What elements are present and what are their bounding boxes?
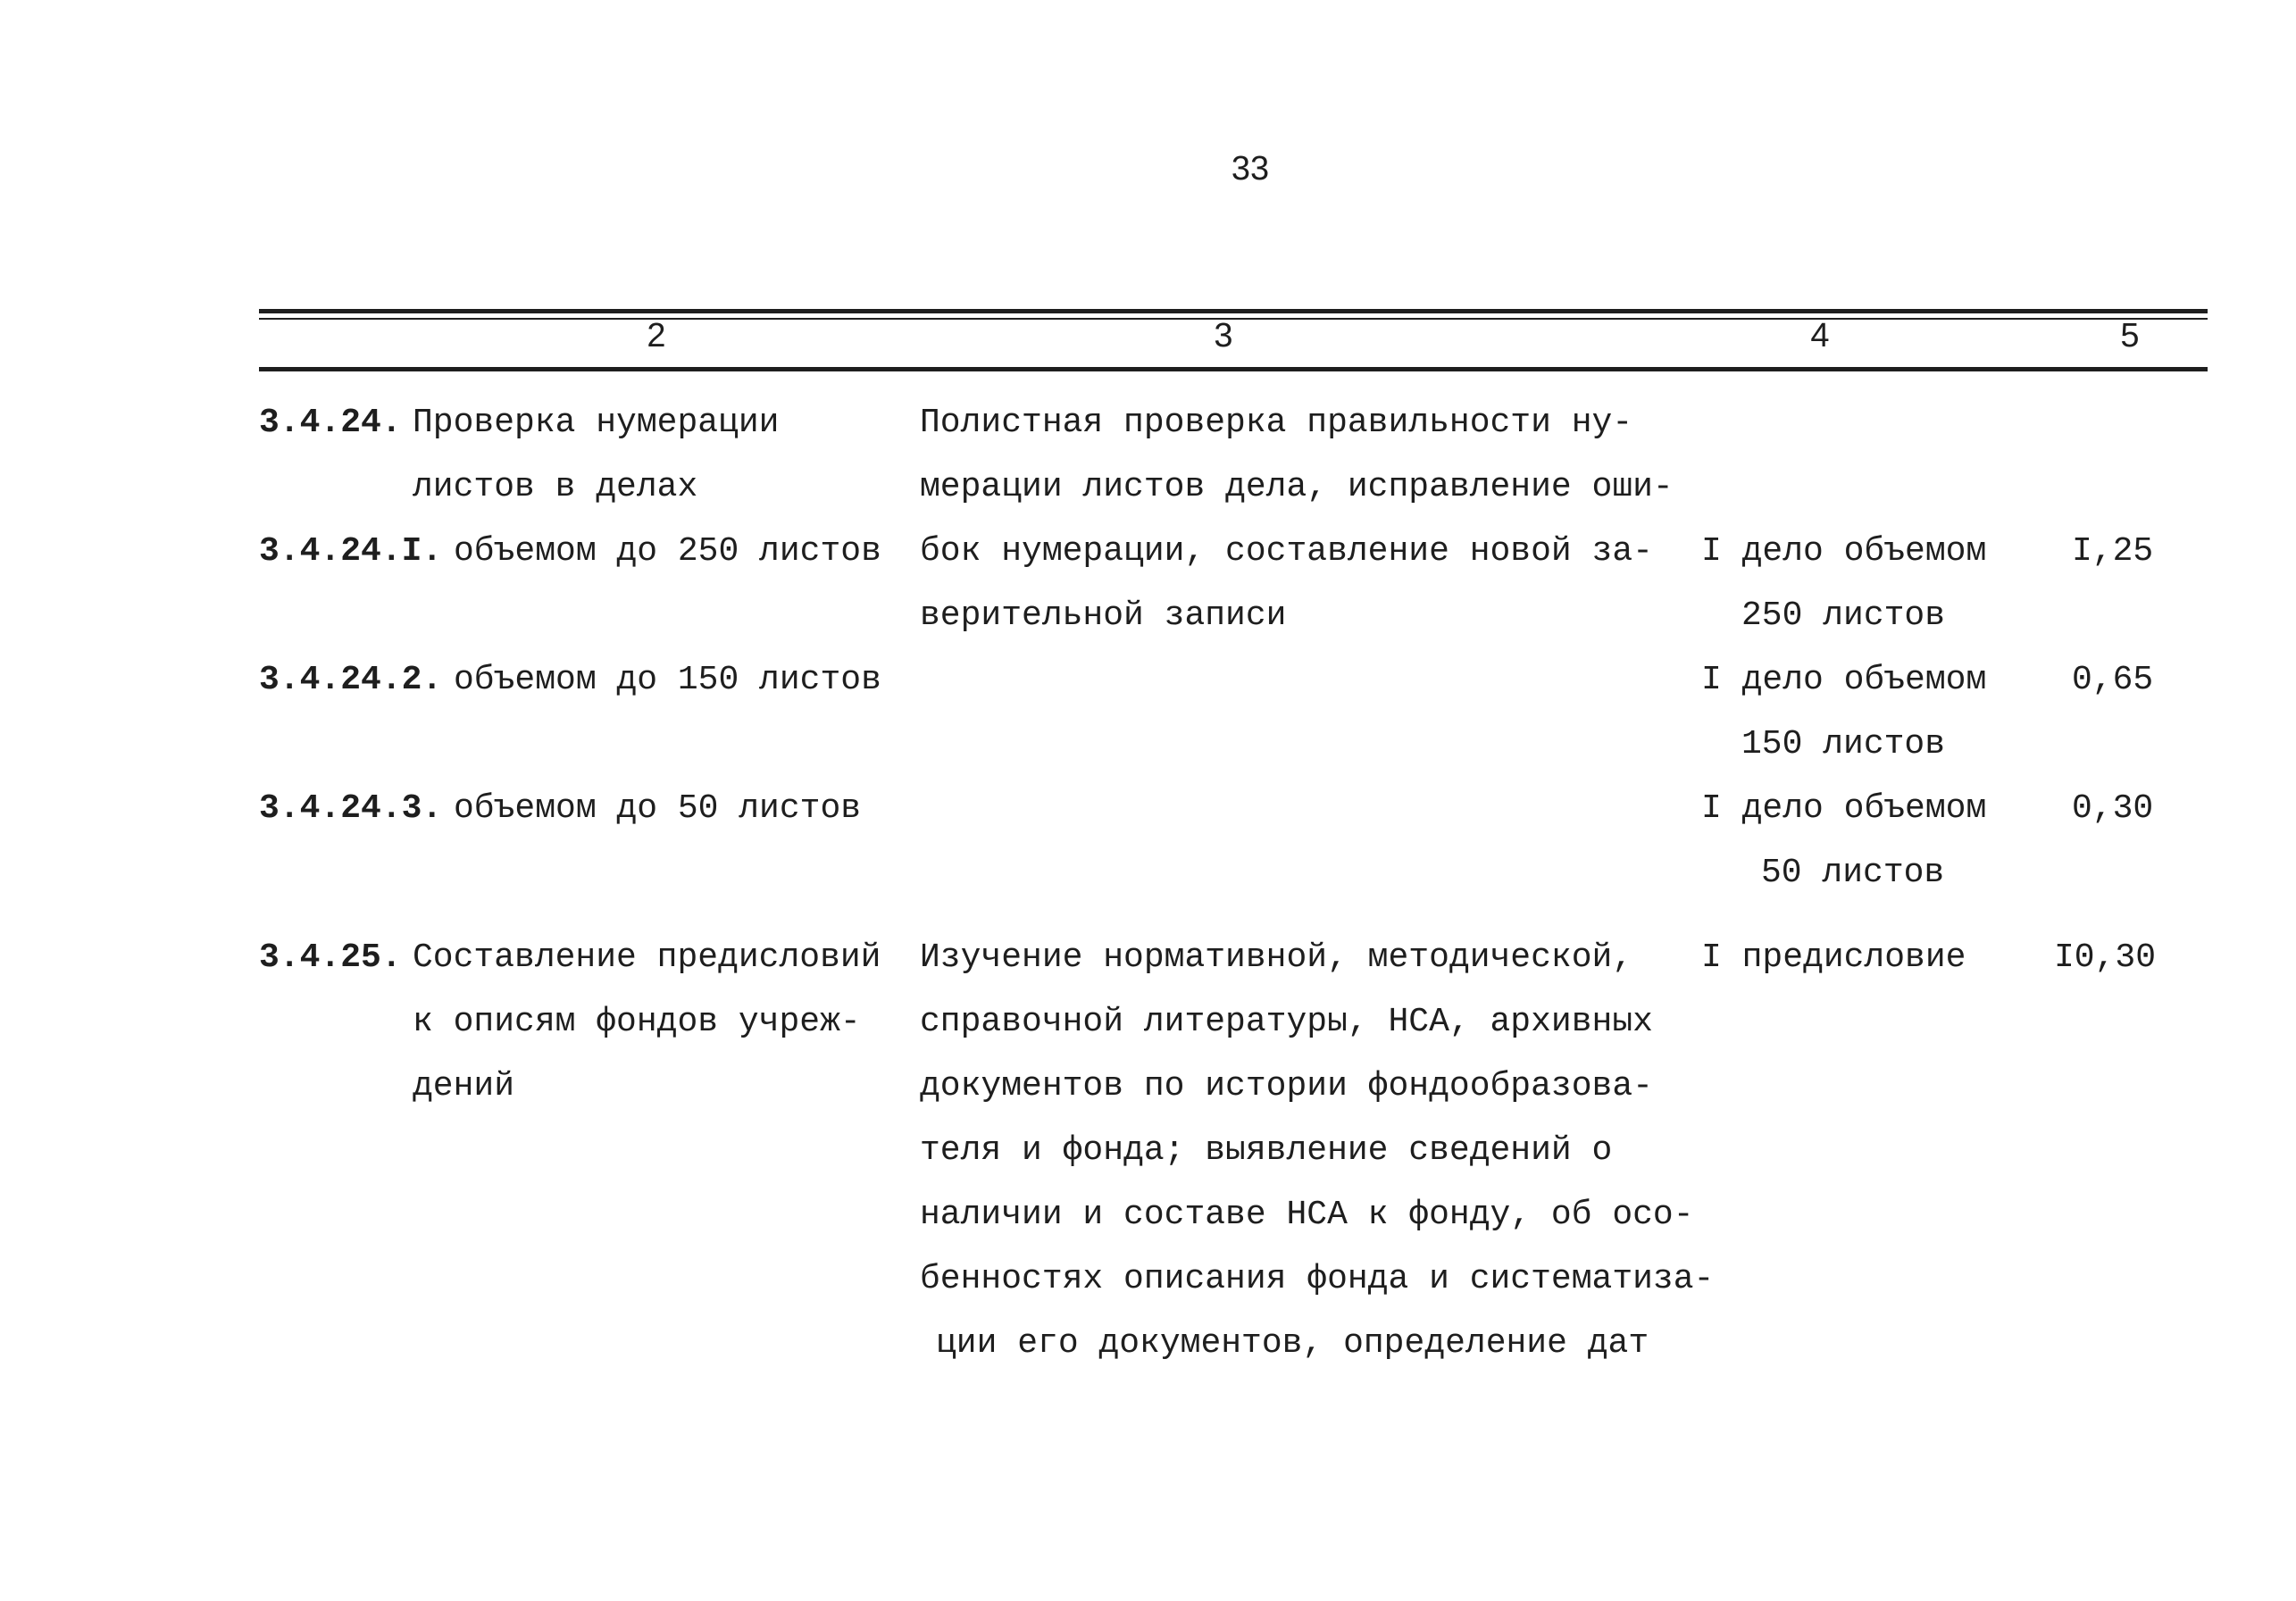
item-title-line: листов в делах — [413, 468, 698, 506]
item-title-line: к описям фондов учреж- — [413, 1003, 861, 1041]
item-title-line: объемом до 50 листов — [454, 789, 862, 828]
item-title-line: объемом до 150 листов — [454, 661, 881, 699]
item-title-line: Составление предисловий — [413, 938, 881, 977]
page-number: 33 — [1231, 150, 1270, 188]
unit-line: 250 листов — [1741, 596, 1946, 635]
norm-value: 0,30 — [2072, 789, 2154, 828]
item-code: 3.4.24.2. — [259, 661, 443, 699]
description-line: мерации листов дела, исправление оши- — [920, 468, 1674, 506]
table-header-rule — [259, 367, 2208, 371]
column-header-5: 5 — [2120, 317, 2140, 354]
norm-value: I,25 — [2072, 532, 2154, 571]
item-code: 3.4.24.I. — [259, 532, 443, 571]
norm-value: I0,30 — [2054, 938, 2157, 977]
description-line: Изучение нормативной, методической, — [920, 938, 1633, 977]
norm-value: 0,65 — [2072, 661, 2154, 699]
item-code: 3.4.25. — [259, 938, 402, 977]
unit-line: I дело объемом — [1701, 789, 1987, 828]
item-title-line: дений — [413, 1067, 515, 1105]
description-line: наличии и составе НСА к фонду, об осо- — [920, 1196, 1694, 1234]
item-title-line: объемом до 250 листов — [454, 532, 881, 571]
description-line: бок нумерации, составление новой за- — [920, 532, 1653, 571]
item-code: 3.4.24.3. — [259, 789, 443, 828]
description-line: справочной литературы, НСА, архивных — [920, 1003, 1653, 1041]
unit-line: 150 листов — [1741, 725, 1946, 763]
description-line: теля и фонда; выявление сведений о — [920, 1131, 1613, 1170]
unit-line: I дело объемом — [1701, 532, 1987, 571]
description-line: Полистная проверка правильности ну- — [920, 404, 1633, 442]
item-title-line: Проверка нумерации — [413, 404, 780, 442]
column-header-2: 2 — [647, 317, 666, 354]
description-line: верительной записи — [920, 596, 1287, 635]
description-line: документов по истории фондообразова- — [920, 1067, 1653, 1105]
unit-line: 50 листов — [1761, 854, 1945, 892]
column-header-3: 3 — [1214, 317, 1233, 354]
table-top-rule — [259, 309, 2208, 313]
unit-line: I предисловие — [1701, 938, 1966, 977]
description-line: ции его документов, определение дат — [936, 1324, 1649, 1363]
description-line: бенностях описания фонда и систематиза- — [920, 1260, 1715, 1298]
column-header-4: 4 — [1810, 317, 1830, 354]
item-code: 3.4.24. — [259, 404, 402, 442]
unit-line: I дело объемом — [1701, 661, 1987, 699]
